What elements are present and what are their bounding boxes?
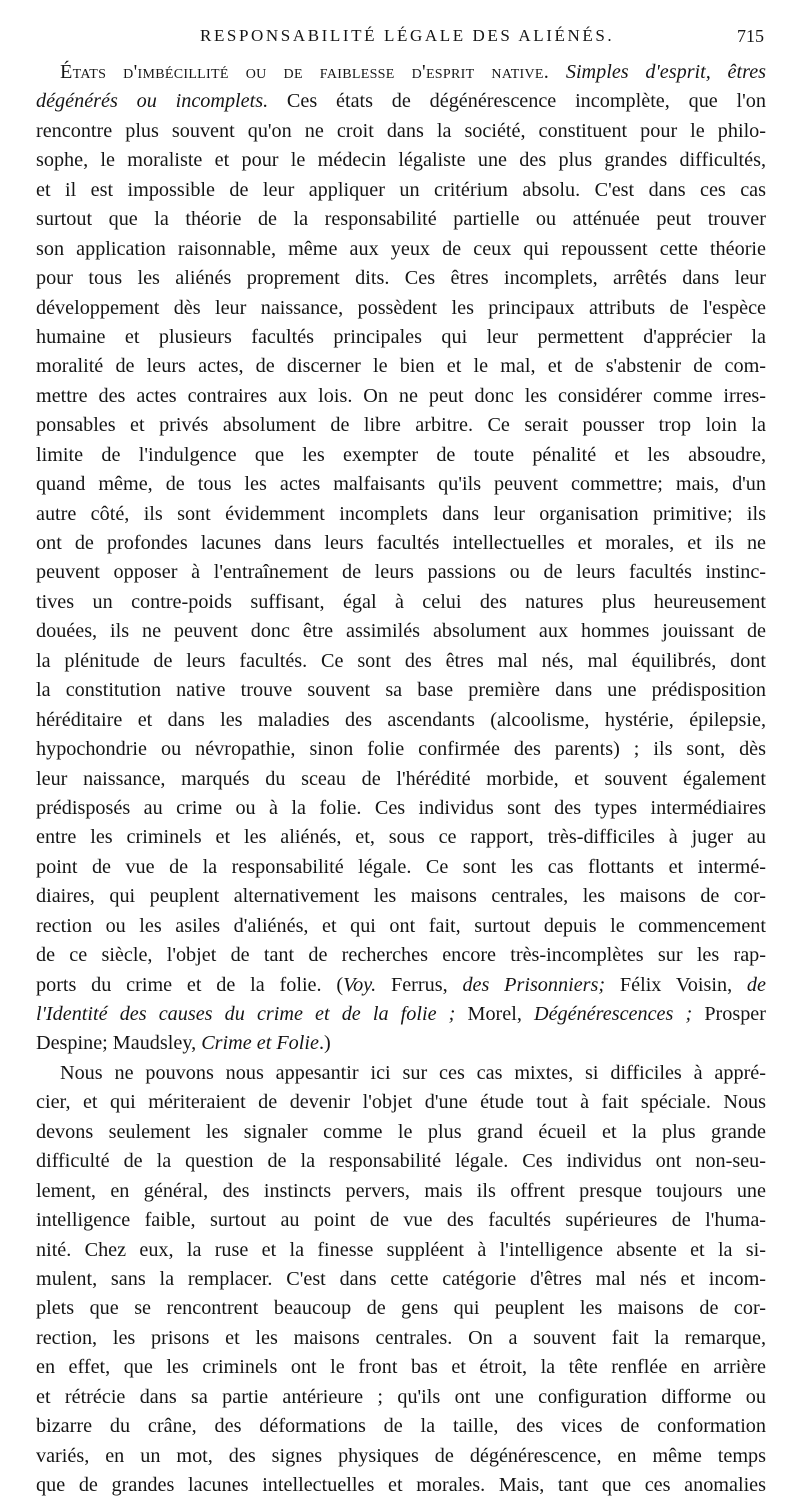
text-line: diaires, qui peuplent alternativement les maisons centrales, les maisons de cor-	[36, 885, 766, 908]
page-header	[36, 26, 764, 58]
paragraph-1	[36, 58, 766, 1059]
citation-title: des Prisonniers;	[462, 973, 606, 996]
text-line: prédisposés au crime ou à la folie. Ces individus sont des types intermédiaires	[36, 796, 766, 819]
text-line	[36, 1000, 766, 1029]
text-line: rencontre plus souvent qu'on ne croit dans la société, constituent pour le philo-	[36, 119, 766, 142]
text-line: de ce siècle, l'objet de tant de recherches encore très-incomplètes sur les rap-	[36, 944, 766, 967]
text-line: la constitution native trouve souvent sa base première dans une prédisposition	[36, 679, 766, 702]
text-line: lement, en général, des instincts pervers, mais ils offrent presque toujours une	[36, 1179, 766, 1202]
text-line: surtout que la théorie de la responsabilité partielle ou atténuée peut trouver	[36, 208, 766, 231]
text-span: .)	[318, 1032, 331, 1055]
text-line: ont de profondes lacunes dans leurs facultés intellectuelles et morales, et ils ne	[36, 532, 766, 554]
text-line: autre côté, ils sont évidemment incomplets dans leur organisation primitive; ils	[36, 502, 766, 525]
citation-title: l'Identité des causes du crime et de la folie ;	[36, 1003, 456, 1025]
text-span: ports du crime et de la folie. (	[36, 973, 344, 996]
text-line: point de vue de la responsabilité légale. Ce sont les cas flottants et intermé-	[36, 855, 766, 878]
text-line: en effet, que les criminels ont le front bas et étroit, la tête renflée en arrière	[36, 1356, 766, 1379]
text-line: et il est impossible de leur appliquer un critérium absolu. C'est dans ces cas	[36, 178, 766, 201]
text-line: la plénitude de leurs facultés. Ce sont des êtres mal nés, mal équilibrés, dont	[36, 649, 766, 672]
text-span: Despine; Maudsley,	[36, 1032, 202, 1055]
text-line: et rétrécie dans sa partie antérieure ; qu'ils ont une configuration difforme ou	[36, 1385, 766, 1408]
citation-title: Dégénérescences ;	[534, 1003, 693, 1025]
text-line: nité. Chez eux, la ruse et la finesse suppléent à l'intelligence absente et la si-	[36, 1238, 766, 1261]
text-line: entre les criminels et les aliénés, et, sous ce rapport, très-difficiles à juger au	[36, 826, 766, 849]
text-line: variés, en un mot, des signes physiques de dégénérescence, en même temps	[36, 1444, 766, 1467]
text-line: mettre des actes contraires aux lois. On ne peut donc les considérer comme irres-	[36, 384, 766, 407]
text-span: Ces états de dégénérescence incomplète, que l'on	[286, 90, 766, 113]
text-line	[36, 87, 766, 116]
page-body	[36, 58, 766, 1500]
text-line: limite de l'indulgence que les exempter de toute pénalité et les absoudre,	[36, 443, 766, 466]
text-line	[36, 971, 766, 1000]
text-line	[36, 58, 766, 87]
italic-phrase: de	[746, 973, 766, 996]
text-line: difficulté de la question de la responsabilité légale. Ces individus ont non-seu-	[36, 1150, 766, 1173]
text-line: sophe, le moraliste et pour le médecin légaliste une des plus grandes difficultés,	[36, 149, 766, 172]
text-line: cier, et qui mériteraient de devenir l'objet d'une étude tout à fait spéciale. Nous	[36, 1091, 766, 1114]
italic-phrase: Voy.	[343, 973, 377, 996]
text-line: que de grandes lacunes intellectuelles et morales. Mais, tant que ces anomalies	[36, 1474, 766, 1496]
text-line: peuvent opposer à l'entraînement de leurs passions ou de leurs facultés instinc-	[36, 561, 766, 584]
text-line: leur naissance, marqués du sceau de l'hérédité morbide, et souvent également	[36, 767, 766, 790]
text-line: héréditaire et dans les maladies des ascendants (alcoolisme, hystérie, épilepsie,	[36, 708, 766, 731]
text-line: plets que se rencontrent beaucoup de gens qui peuplent les maisons de cor-	[36, 1297, 766, 1320]
italic-phrase: dégénérés ou incomplets.	[36, 90, 269, 113]
text-line: pour tous les aliénés proprement dits. Ces êtres incomplets, arrêtés dans leur	[36, 267, 766, 290]
text-span: Ferrus,	[376, 973, 463, 996]
text-line: ponsables et privés absolument de libre arbitre. Ce serait pousser trop loin la	[36, 414, 766, 437]
text-line: devons seulement les signaler comme le plus grand écueil et la plus grande	[36, 1120, 766, 1143]
citation-title: Crime et Folie	[201, 1032, 319, 1055]
text-span: Morel,	[455, 1003, 534, 1025]
text-line: quand même, de tous les actes malfaisants qu'ils peuvent commettre; mais, d'un	[36, 473, 766, 496]
paragraph-2	[36, 1059, 766, 1500]
text-line: développement dès leur naissance, possèdent les principaux attributs de l'espèce	[36, 296, 766, 319]
text-line: tives un contre-poids suffisant, égal à celui des natures plus heureusement	[36, 590, 766, 613]
running-title: RESPONSABILITÉ LÉGALE DES ALIÉNÉS.	[200, 26, 615, 45]
text-line: mulent, sans la remplacer. C'est dans cette catégorie d'êtres mal nés et incom-	[36, 1267, 766, 1290]
text-line: Nous ne pouvons nous appesantir ici sur ces cas mixtes, si difficiles à appré-	[60, 1061, 766, 1084]
text-line: bizarre du crâne, des déformations de la taille, des vices de conformation	[36, 1415, 766, 1438]
italic-phrase: Simples d'esprit, êtres	[565, 61, 767, 83]
section-heading: États d'imbécillité ou de faiblesse d'esprit native.	[60, 61, 550, 83]
text-line: hypochondrie ou névropathie, sinon folie confirmée des parents) ; ils sont, dès	[36, 738, 766, 761]
text-line: moralité de leurs actes, de discerner le bien et le mal, et de s'abstenir de com-	[36, 355, 766, 378]
text-line: humaine et plusieurs facultés principales qui leur permettent d'apprécier la	[36, 325, 766, 348]
text-line: intelligence faible, surtout au point de vue des facultés supérieures de l'huma-	[36, 1209, 766, 1232]
text-span: Prosper	[692, 1003, 766, 1025]
text-line: rection, les prisons et les maisons centrales. On a souvent fait la remarque,	[36, 1326, 766, 1349]
text-line: douées, ils ne peuvent donc être assimilés absolument aux hommes jouissant de	[36, 620, 766, 643]
text-span: Félix Voisin,	[605, 973, 747, 996]
text-line	[36, 1029, 766, 1058]
text-line: son application raisonnable, même aux yeux de ceux qui repoussent cette théorie	[36, 237, 766, 260]
text-line: rection ou les asiles d'aliénés, et qui ont fait, surtout depuis le commencement	[36, 914, 766, 937]
page-number: 715	[737, 26, 764, 46]
